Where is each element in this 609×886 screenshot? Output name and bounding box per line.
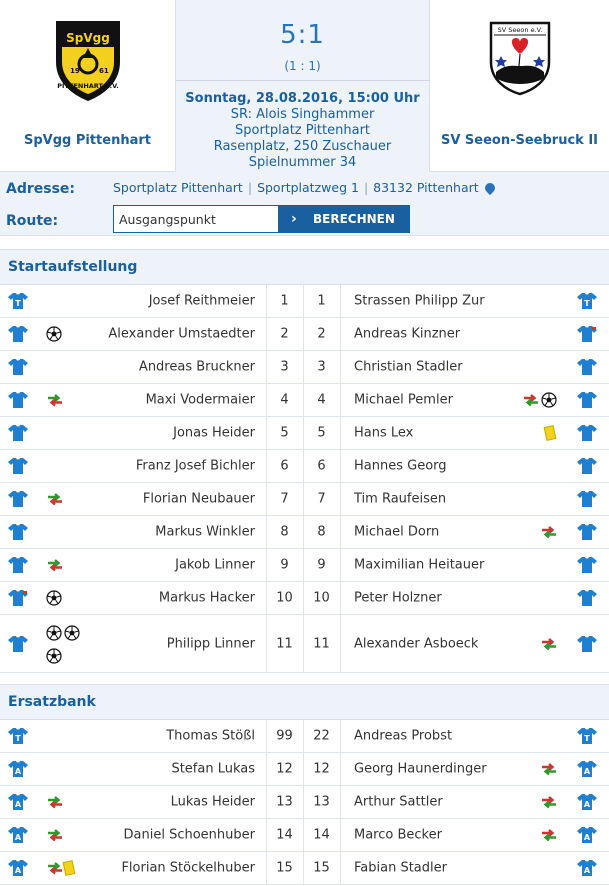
home-player-name[interactable]: Jonas Heider [173, 425, 255, 441]
column-divider [340, 786, 341, 818]
player-row [0, 720, 609, 753]
svg-text:A: A [583, 833, 591, 842]
away-shirt-number: 12 [313, 761, 330, 777]
player-row [0, 483, 609, 516]
away-shirt-number: 14 [313, 827, 330, 843]
jersey-icon [7, 358, 29, 376]
address-venue-link[interactable]: Sportplatz Pittenhart [113, 180, 243, 195]
away-shirt-number: 11 [313, 636, 330, 651]
away-player-name[interactable]: Arthur Sattler [354, 794, 443, 810]
venue-name: Sportplatz Pittenhart [234, 123, 371, 138]
player-row [0, 819, 609, 852]
column-divider [340, 384, 341, 416]
address-links [113, 180, 495, 195]
goal-ball-icon [541, 392, 557, 408]
away-shirt-number: 9 [317, 557, 326, 573]
column-divider [340, 753, 341, 785]
column-divider [340, 318, 341, 350]
calculate-route-button[interactable] [279, 205, 410, 233]
goal-ball-icon [46, 648, 62, 664]
home-shirt-number: 13 [276, 794, 293, 810]
svg-text:T: T [15, 734, 21, 743]
final-score: 5:1 [280, 20, 325, 50]
jersey-icon [7, 292, 29, 310]
substitution-icon [46, 393, 64, 407]
svg-text:T: T [584, 299, 590, 308]
svg-text:A: A [14, 767, 22, 776]
yellow-card-icon [63, 860, 76, 876]
lineup-section-header [0, 249, 609, 285]
home-shirt-number: 7 [280, 491, 289, 507]
home-shirt-number: 5 [280, 425, 289, 441]
player-row [0, 852, 609, 885]
home-shirt-number: 3 [280, 359, 289, 375]
away-player-name[interactable]: Strassen Philipp Zur [354, 293, 485, 309]
substitution-icon [540, 637, 558, 651]
map-pin-icon[interactable] [483, 181, 497, 195]
away-shirt-number: 4 [317, 392, 326, 408]
home-team[interactable] [0, 0, 175, 172]
home-player-name[interactable]: Philipp Linner [166, 636, 255, 651]
away-player-name[interactable]: Andreas Probst [354, 728, 453, 744]
referee: SR: Alois Singhammer [230, 107, 375, 122]
home-shirt-number: 9 [280, 557, 289, 573]
jersey-icon [7, 793, 29, 811]
substitution-icon [46, 861, 64, 875]
away-player-name[interactable]: Tim Raufeisen [354, 491, 447, 507]
away-player-name[interactable]: Maximilian Heitauer [354, 557, 485, 573]
player-row [0, 285, 609, 318]
away-team[interactable] [430, 0, 609, 172]
home-player-name[interactable]: Andreas Bruckner [138, 359, 255, 375]
column-divider [340, 615, 341, 672]
score-divider [176, 80, 429, 81]
home-player-name[interactable]: Jakob Linner [175, 557, 255, 573]
bench-section-header [0, 684, 609, 720]
home-shirt-number: 14 [276, 827, 293, 843]
player-row [0, 351, 609, 384]
column-divider [340, 351, 341, 383]
jersey-icon [576, 457, 598, 475]
jersey-icon [576, 523, 598, 541]
column-divider [340, 720, 341, 752]
jersey-icon [576, 589, 598, 607]
away-player-name[interactable]: Michael Dorn [354, 524, 440, 540]
bench-table [0, 720, 609, 885]
away-shirt-number: 6 [317, 458, 326, 474]
home-team-logo [53, 18, 123, 102]
match-info [176, 91, 429, 171]
column-divider [340, 417, 341, 449]
player-row [0, 384, 609, 417]
away-player-name[interactable]: Michael Pemler [354, 392, 453, 408]
jersey-icon [7, 490, 29, 508]
player-row [0, 318, 609, 351]
home-shirt-number: 12 [276, 761, 293, 777]
player-row [0, 582, 609, 615]
svg-text:SV Seeon e.V.: SV Seeon e.V. [497, 26, 542, 34]
substitution-icon [522, 393, 540, 407]
jersey-icon [7, 859, 29, 877]
home-player-name[interactable]: Lukas Heider [170, 794, 255, 810]
column-divider [340, 582, 341, 614]
goal-ball-icon [46, 590, 62, 606]
address-separator: | [363, 180, 369, 195]
substitution-icon [540, 525, 558, 539]
jersey-icon [576, 859, 598, 877]
column-divider [340, 549, 341, 581]
home-shirt-number: 2 [280, 326, 289, 342]
column-divider [340, 285, 341, 317]
player-row [0, 450, 609, 483]
jersey-icon [576, 760, 598, 778]
lineup-title: Startaufstellung [8, 259, 138, 275]
bench-title: Ersatzbank [8, 694, 96, 710]
svg-text:19: 19 [69, 67, 80, 75]
goal-ball-icon [46, 326, 62, 342]
svg-text:PITTENHART e.V.: PITTENHART e.V. [56, 82, 119, 90]
jersey-icon [7, 424, 29, 442]
home-shirt-number: 4 [280, 392, 289, 408]
home-player-name[interactable]: Alexander Umstaedter [108, 326, 255, 342]
substitution-icon [540, 795, 558, 809]
route-start-input[interactable] [113, 205, 279, 233]
goal-ball-icon [46, 625, 62, 641]
column-divider [340, 852, 341, 884]
home-player-name[interactable]: Markus Hacker [158, 590, 255, 606]
home-shirt-number: 10 [276, 590, 293, 606]
jersey-icon [576, 793, 598, 811]
home-player-name[interactable]: Markus Winkler [155, 524, 255, 540]
address-city-link[interactable]: 83132 Pittenhart [373, 180, 479, 195]
svg-text:A: A [583, 767, 591, 776]
svg-text:A: A [14, 866, 22, 875]
away-shirt-number: 1 [317, 293, 326, 309]
substitution-icon [540, 828, 558, 842]
substitution-icon [540, 762, 558, 776]
svg-text:T: T [584, 734, 590, 743]
away-shirt-number: 13 [313, 794, 330, 810]
svg-text:A: A [583, 800, 591, 809]
calculate-route-label: BERECHNEN [313, 212, 395, 226]
jersey-icon [576, 325, 598, 343]
score-panel [175, 0, 430, 172]
lineup-table [0, 285, 609, 673]
away-shirt-number: 22 [313, 728, 330, 744]
home-player-name[interactable]: Florian Neubauer [142, 491, 255, 507]
substitution-icon [46, 828, 64, 842]
svg-text:A: A [14, 800, 22, 809]
away-player-name[interactable]: Hannes Georg [354, 458, 447, 474]
jersey-icon [576, 727, 598, 745]
jersey-icon [7, 727, 29, 745]
jersey-icon [576, 391, 598, 409]
column-divider [340, 819, 341, 851]
home-team-name[interactable]: SpVgg Pittenhart [23, 133, 151, 148]
jersey-icon [7, 760, 29, 778]
jersey-icon [7, 635, 29, 653]
home-player-name[interactable]: Florian Stöckelhuber [121, 860, 255, 876]
player-row [0, 516, 609, 549]
away-player-name[interactable]: Peter Holzner [354, 590, 442, 606]
match-date: Sonntag, 28.08.2016, 15:00 Uhr [185, 91, 420, 106]
jersey-icon [576, 424, 598, 442]
jersey-icon [7, 391, 29, 409]
away-player-name[interactable]: Hans Lex [354, 425, 414, 441]
jersey-icon [576, 490, 598, 508]
match-number: Spielnummer 34 [248, 155, 357, 170]
player-row [0, 753, 609, 786]
away-player-name[interactable]: Marco Becker [354, 827, 442, 843]
svg-text:61: 61 [98, 67, 109, 75]
svg-text:SpVgg: SpVgg [65, 31, 110, 45]
away-player-name[interactable]: Andreas Kinzner [354, 326, 461, 342]
goal-ball-icon [64, 625, 80, 641]
jersey-icon [7, 556, 29, 574]
player-row [0, 615, 609, 673]
match-header [0, 0, 609, 172]
address-street-link[interactable]: Sportplatzweg 1 [257, 180, 359, 195]
home-player-name[interactable]: Maxi Vodermaier [145, 392, 255, 408]
jersey-icon [7, 523, 29, 541]
home-player-name[interactable]: Josef Reithmeier [148, 293, 255, 309]
home-shirt-number: 99 [276, 728, 293, 744]
player-row [0, 417, 609, 450]
jersey-icon [576, 556, 598, 574]
away-player-name[interactable]: Alexander Asboeck [354, 636, 479, 651]
jersey-icon [576, 358, 598, 376]
jersey-icon [7, 325, 29, 343]
column-divider [340, 516, 341, 548]
away-shirt-number: 2 [317, 326, 326, 342]
jersey-icon [576, 292, 598, 310]
substitution-icon [46, 795, 64, 809]
svg-text:A: A [14, 833, 22, 842]
yellow-card-icon [544, 425, 557, 441]
away-shirt-number: 7 [317, 491, 326, 507]
svg-text:A: A [583, 866, 591, 875]
home-player-name[interactable]: Thomas Stößl [166, 728, 255, 744]
substitution-icon [46, 492, 64, 506]
address-label: Adresse: [6, 181, 76, 197]
home-shirt-number: 11 [276, 636, 293, 651]
jersey-icon [576, 635, 598, 653]
substitution-icon [46, 558, 64, 572]
away-shirt-number: 10 [313, 590, 330, 606]
away-shirt-number: 3 [317, 359, 326, 375]
home-player-name[interactable]: Daniel Schoenhuber [123, 827, 255, 843]
chevron-right-icon: › [291, 211, 297, 227]
column-divider [340, 483, 341, 515]
home-shirt-number: 15 [276, 860, 293, 876]
jersey-icon [7, 589, 29, 607]
jersey-icon [7, 826, 29, 844]
away-player-name[interactable]: Georg Haunerdinger [354, 761, 487, 777]
address-separator: | [247, 180, 253, 195]
away-shirt-number: 5 [317, 425, 326, 441]
player-row [0, 786, 609, 819]
home-shirt-number: 8 [280, 524, 289, 540]
away-team-name[interactable]: SV Seeon-Seebruck II [440, 133, 599, 148]
column-divider [340, 450, 341, 482]
away-shirt-number: 8 [317, 524, 326, 540]
away-player-name[interactable]: Fabian Stadler [354, 860, 447, 876]
home-shirt-number: 1 [280, 293, 289, 309]
jersey-icon [7, 457, 29, 475]
home-shirt-number: 6 [280, 458, 289, 474]
home-player-name[interactable]: Stefan Lukas [171, 761, 255, 777]
svg-text:T: T [15, 299, 21, 308]
away-player-name[interactable]: Christian Stadler [354, 359, 463, 375]
jersey-icon [576, 826, 598, 844]
halftime-score: (1 : 1) [284, 59, 321, 73]
pitch-info: Rasenplatz, 250 Zuschauer [213, 139, 392, 154]
away-shirt-number: 15 [313, 860, 330, 876]
player-row [0, 549, 609, 582]
home-player-name[interactable]: Franz Josef Bichler [135, 458, 255, 474]
route-label: Route: [6, 213, 59, 229]
away-team-logo [488, 20, 552, 96]
